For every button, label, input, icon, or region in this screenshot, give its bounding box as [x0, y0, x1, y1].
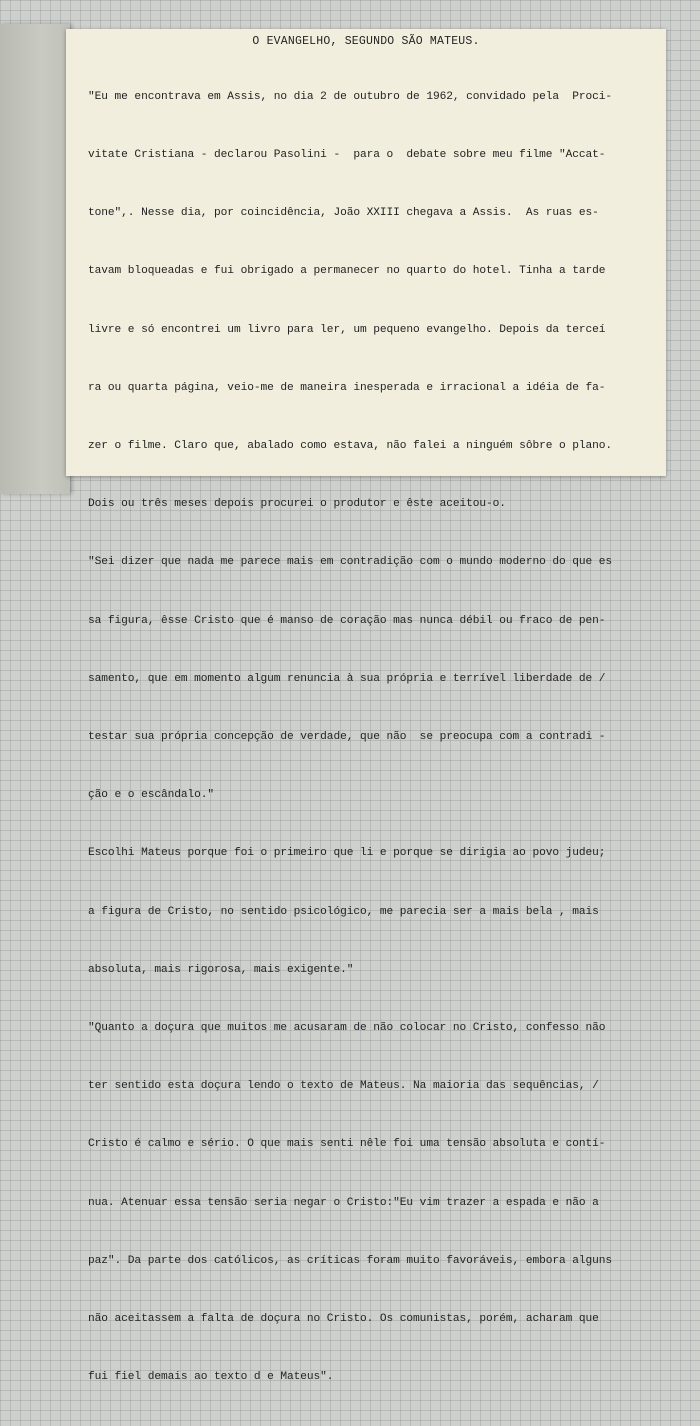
underlying-page-edge — [0, 24, 70, 494]
text-line: livre e só encontrei um livro para ler, um pequeno evangelho. Depois da terceí — [88, 323, 606, 336]
text-line: vitate Cristiana - declarou Pasolini - para o debate sobre meu filme "Accat- — [88, 149, 606, 162]
text-line: não aceitassem a falta de doçura no Cristo. Os comunistas, porém, acharam que — [88, 1313, 599, 1326]
text-line: Escolhi Mateus porque foi o primeiro que li e porque se dirigia ao povo judeu; — [88, 847, 606, 860]
text-line: Cristo é calmo e sério. O que mais senti nêle foi uma tensão absoluta e contí- — [88, 1138, 606, 1151]
text-line: a figura de Cristo, no sentido psicológico, me parecia ser a mais bela , mais — [88, 905, 599, 918]
text-line: nua. Atenuar essa tensão seria negar o Cristo:"Eu vim trazer a espada e não a — [88, 1196, 599, 1209]
text-line: "Sei dizer que nada me parece mais em contradição com o mundo moderno do que es — [88, 556, 613, 569]
text-line: tone",. Nesse dia, por coincidência, João XXIII chegava a Assis. As ruas es- — [88, 207, 599, 220]
text-line: zer o filme. Claro que, abalado como estava, não falei a ninguém sôbre o plano. — [88, 440, 613, 453]
text-line: Dois ou três meses depois procurei o produtor e êste aceitou-o. — [88, 498, 506, 511]
text-line: ra ou quarta página, veio-me de maneira inesperada e irracional a idéia de fa- — [88, 381, 606, 394]
text-line: tavam bloqueadas e fui obrigado a permanecer no quarto do hotel. Tinha a tarde — [88, 265, 606, 278]
text-line: testar sua própria concepção de verdade, que não se preocupa com a contradi - — [88, 731, 606, 744]
page-title: O EVANGELHO, SEGUNDO SÃO MATEUS. — [252, 35, 480, 48]
text-line: "Quanto a doçura que muitos me acusaram de não colocar no Cristo, confesso não — [88, 1022, 606, 1035]
text-line: sa figura, êsse Cristo que é manso de coração mas nunca débil ou fraco de pen- — [88, 614, 606, 627]
text-line: ção e o escândalo." — [88, 789, 215, 802]
typewritten-page — [66, 29, 666, 1384]
body-text — [88, 49, 660, 1426]
text-line: ter sentido esta doçura lendo o texto de Mateus. Na maioria das sequências, / — [88, 1080, 599, 1093]
text-line: samento, que em momento algum renuncia à sua própria e terrível liberdade de / — [88, 672, 606, 685]
text-line: paz". Da parte dos católicos, as críticas foram muito favoráveis, embora alguns — [88, 1254, 613, 1267]
text-line: "Eu me encontrava em Assis, no dia 2 de outubro de 1962, convidado pela Proci- — [88, 90, 613, 103]
text-line: fui fiel demais ao texto d e Mateus". — [88, 1371, 334, 1384]
text-line: absoluta, mais rigorosa, mais exigente." — [88, 963, 354, 976]
